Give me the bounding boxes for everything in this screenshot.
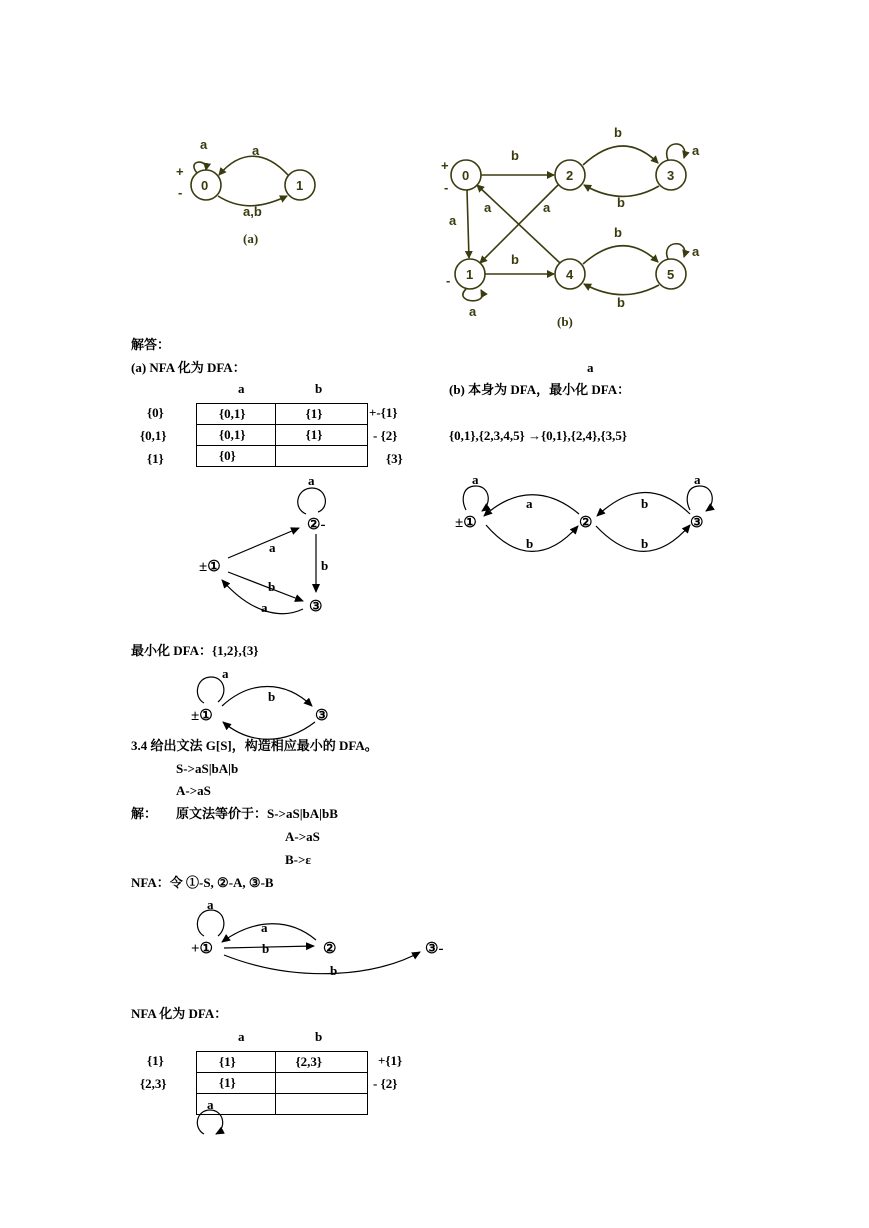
part-a-heading: (a) NFA 化为 DFA：: [131, 360, 246, 375]
p34-nfa: [197, 910, 420, 974]
diagram-label: 2: [566, 168, 574, 183]
diagram-label: b: [511, 148, 519, 163]
transition-edge: [222, 924, 316, 942]
transition-edge: [224, 952, 420, 974]
transition-edge: [228, 528, 299, 558]
transition-edge: [667, 244, 685, 259]
p34-sol-rule-2: A->aS: [285, 829, 320, 844]
diagram-label: ③: [309, 599, 323, 615]
diagram-label: b: [617, 195, 625, 210]
diagram-label: b: [641, 496, 649, 511]
diagram-label: b: [262, 941, 270, 956]
diagram-label: a: [484, 200, 492, 215]
fig-b-caption: (b): [557, 314, 573, 329]
table-a-col-b: b: [315, 381, 323, 396]
p34-sol-label: 解：: [131, 806, 158, 821]
diagram-label: a: [222, 666, 229, 681]
diagram-label: a: [261, 600, 268, 615]
table-a-row-label-0: {0}: [147, 405, 164, 420]
transition-edge: [584, 284, 659, 295]
diagram-label: +①: [191, 941, 213, 957]
diagram-label: -: [446, 273, 451, 288]
diagram-label: a: [694, 472, 701, 487]
part-b-partition: {0,1},{2,3,4,5} →{0,1},{2,4},{3,5}: [449, 428, 627, 443]
diagram-label: -: [444, 180, 449, 195]
transition-edge: [467, 190, 469, 258]
diagram-label: b: [614, 225, 622, 240]
table-34-mark-0: +{1}: [378, 1053, 403, 1068]
fig-a-state-1-label: 1: [296, 178, 304, 193]
table-a-mark-2: {3}: [386, 451, 403, 466]
p34-rule-2: A->aS: [176, 783, 211, 798]
fig-a-final-mark: -: [178, 185, 183, 200]
diagram-label: a: [526, 496, 533, 511]
table-a-row-label-1: {0,1}: [140, 428, 167, 443]
diagram-label: b: [321, 558, 329, 573]
p34-sol-intro: 原文法等价于：S->aS|bA|bB: [176, 806, 338, 821]
table-34-col-a: a: [238, 1029, 245, 1044]
diagram-label: a: [449, 213, 457, 228]
transition-edge: [687, 486, 712, 511]
p34-title: 3.4 给出文法 G[S]，构造相应最小的 DFA。: [131, 738, 378, 753]
part-b-stray-label: a: [587, 360, 594, 375]
diagram-label: a: [543, 200, 551, 215]
transition-edge: [583, 146, 658, 165]
diagram-label: 1: [466, 267, 474, 282]
diagram-label: b: [330, 963, 338, 978]
p34-nfa-heading: NFA：令 ①-S, ②-A, ③-B: [131, 875, 274, 890]
table-a-row-label-2: {1}: [147, 451, 164, 466]
diagram-label: ③: [690, 515, 704, 531]
table-a: {0,1} {1} {0,1} {1} {0}: [196, 403, 368, 467]
diagram-label: b: [511, 252, 519, 267]
diagram-label: 0: [462, 168, 470, 183]
table-34-mark-1: - {2}: [373, 1076, 398, 1091]
diagram-label: a: [207, 1097, 214, 1112]
transition-edge: [583, 246, 658, 264]
transition-edge: [223, 722, 315, 739]
diagram-label: b: [641, 536, 649, 551]
diagram-label: a: [469, 304, 477, 319]
p34-conv-heading: NFA 化为 DFA：: [131, 1006, 228, 1021]
diagram-label: 5: [667, 267, 675, 282]
diagram-label: a: [692, 244, 700, 259]
diagram-label: +: [441, 158, 449, 173]
diagram-label: ③-: [425, 941, 444, 957]
diagram-label: a: [692, 143, 700, 158]
part-b-heading: (b) 本身为 DFA，最小化 DFA：: [449, 382, 631, 397]
table-34-row-label-0: {1}: [147, 1053, 164, 1068]
table-34-col-b: b: [315, 1029, 323, 1044]
fig-a-state-0-label: 0: [201, 178, 209, 193]
diagram-label: a: [261, 920, 268, 935]
diagram-label: b: [617, 295, 625, 310]
diagram-label: ③: [315, 708, 329, 724]
min-dfa-heading: 最小化 DFA：{1,2},{3}: [131, 643, 259, 658]
transition-edge: [298, 488, 326, 514]
part-a-min-dfa: [197, 677, 315, 739]
diagram-label: b: [268, 579, 276, 594]
fig-a-upper-label: a: [252, 143, 260, 158]
diagram-label: b: [268, 689, 276, 704]
diagram-label: a: [269, 540, 276, 555]
table-a-col-a: a: [238, 381, 245, 396]
diagram-label: 3: [667, 168, 675, 183]
transition-edge: [197, 677, 223, 703]
diagram-label: ±①: [191, 708, 213, 724]
fig-a-caption: (a): [243, 231, 259, 246]
table-a-mark-1: - {2}: [373, 428, 398, 443]
diagram-label: ±①: [199, 559, 221, 575]
diagram-label: ②: [579, 515, 593, 531]
table-34-row-label-1: {2,3}: [140, 1076, 167, 1091]
fig-a-lower-label: a,b: [243, 204, 262, 219]
fig-a-start-mark: +: [176, 164, 184, 179]
transition-edge: [463, 486, 488, 511]
table-34: {1} {2,3} {1}: [196, 1051, 368, 1115]
fig-a-self-loop-label: a: [200, 137, 208, 152]
diagram-label: b: [614, 125, 622, 140]
diagram-label: ②-: [307, 517, 326, 533]
p34-sol-rule-3: B->ε: [285, 852, 311, 867]
transition-edge: [222, 687, 312, 707]
transition-edge: [463, 289, 483, 301]
diagram-label: a: [472, 472, 479, 487]
fig-a-edge-upper: [219, 156, 288, 175]
diagram-label: ②: [323, 941, 337, 957]
diagram-label: a: [308, 473, 315, 488]
transition-edge: [667, 144, 685, 160]
diagram-label: ±①: [455, 515, 477, 531]
transition-edge: [197, 910, 223, 936]
answer-heading: 解答：: [131, 337, 171, 352]
p34-rule-1: S->aS|bA|b: [176, 761, 239, 776]
table-a-mark-0: +-{1}: [369, 405, 398, 420]
diagram-label: a: [207, 897, 214, 912]
diagram-label: b: [526, 536, 534, 551]
diagram-label: 4: [566, 267, 574, 282]
